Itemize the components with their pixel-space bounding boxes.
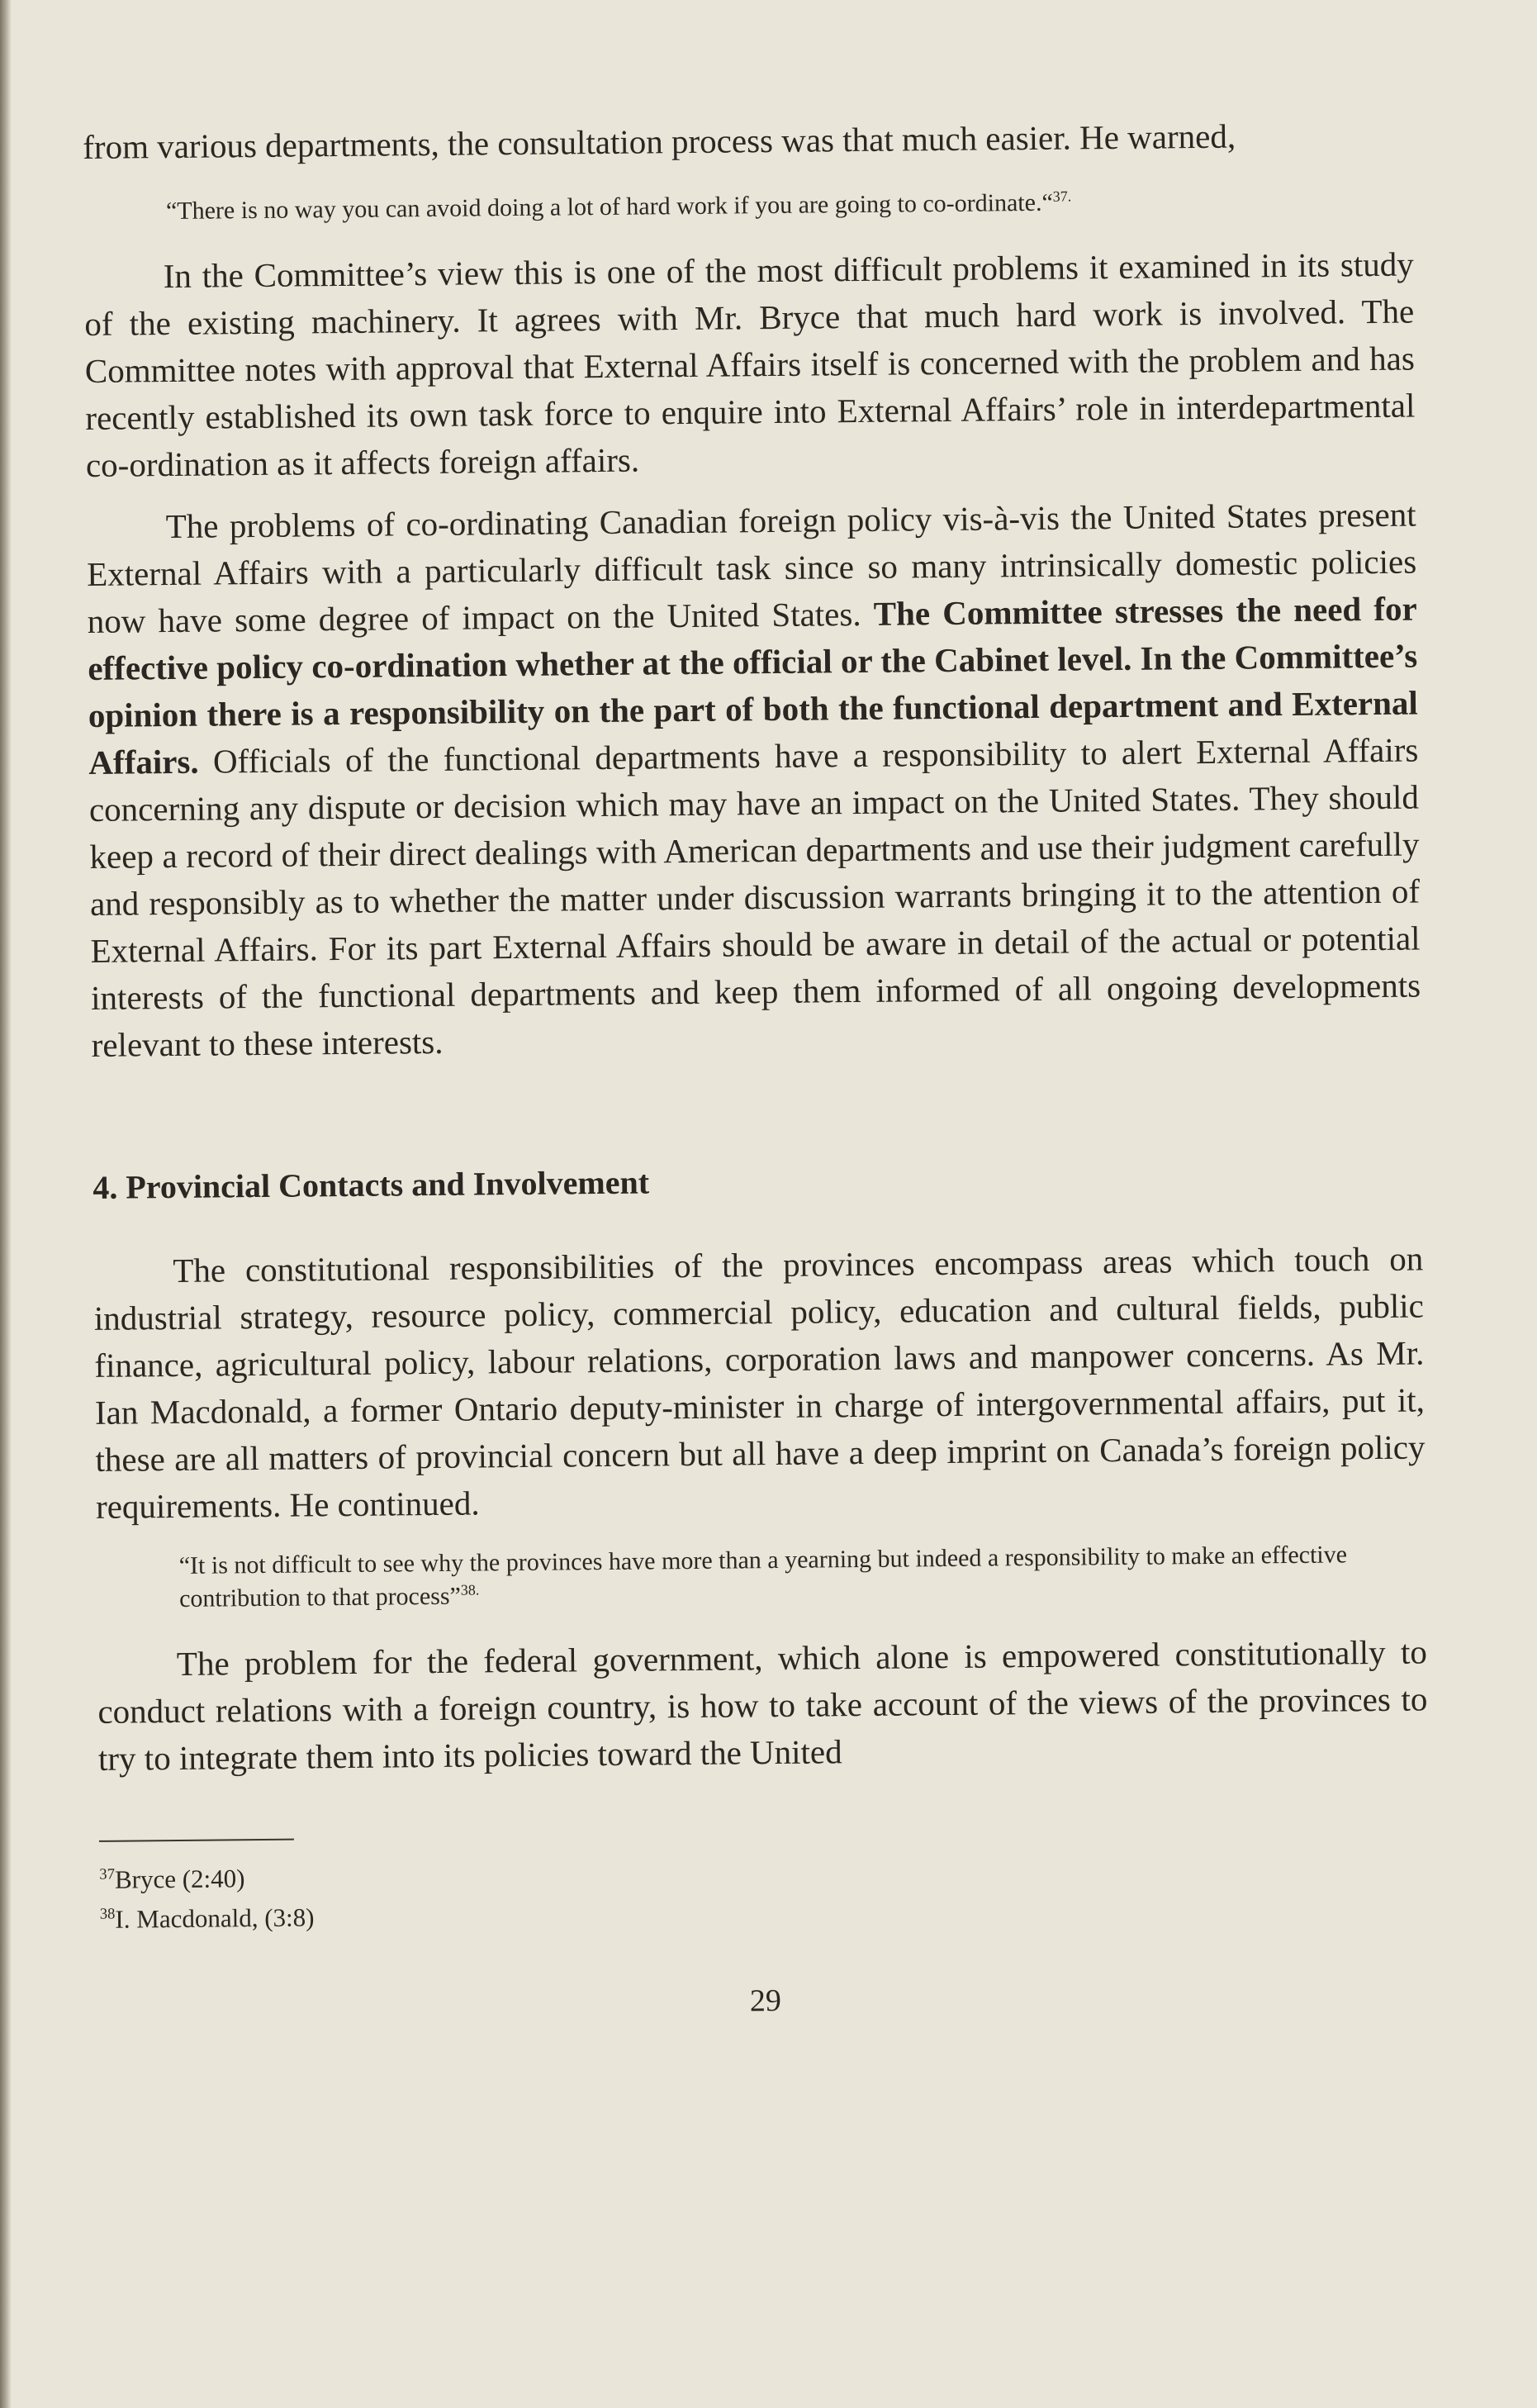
footnotes (99, 1847, 1430, 1939)
footnote-ref: 38. (460, 1581, 480, 1598)
footnote-rule (99, 1839, 294, 1842)
section-heading: 4. Provincial Contacts and Involvement (93, 1163, 650, 1206)
paragraph-federal-problem: The problem for the federal government, which alone is empowered constitutionally to conduct relations with a foreign country, is how to take account of the views of the provinces to try to integrate them into its policies toward the United (97, 1632, 1428, 1778)
paragraph-coordination (86, 492, 1421, 1069)
footnote-ref: 37. (1052, 188, 1072, 205)
paragraph-text-end: Officials of the functional departments have a responsibility to alert External Affairs concerning any dispute or decision which may have an impact on the United States. They should keep a record of their direct dealings with American departments and use their judgment carefully and responsibly as to whether the matter under discussion warrants bringing it to the attention of External Affairs. For its part External Affairs should be aware in detail of the actual or potential interests of the functional departments and keep them informed of all ongoing developments relevant to these interests. (88, 730, 1421, 1064)
book-spine-shadow (0, 0, 12, 2408)
footnote-number: 38 (99, 1905, 116, 1923)
quote-bryce (166, 183, 1347, 228)
paragraph-committee-view: In the Committee’s view this is one of the most difficult problems it examined in its study of the existing machinery. It agrees with Mr. Bryce that much hard work is involved. The Committee notes with approval that External Affairs itself is concerned with the problem and has recently established its own task force to enquire into External Affairs’ role in interdepartmental co-ordination as it affects foreign affairs. (84, 245, 1416, 484)
document-page (83, 112, 1430, 2026)
page-number: 29 (749, 1983, 782, 2019)
paragraph-provincial-responsibilities: The constitutional responsibilities of the provinces encompass areas which touch on industrial strategy, resource policy, commercial policy, education and cultural fields, public finance, agricultural policy, labour relations, corporation laws and manpower concerns. As Mr. Ian Macdonald, a former Ontario deputy-minister in charge of intergovernmental affairs, put it, these are all matters of provincial concern but all have a deep imprint on Canada’s foreign policy requirements. He continued. (93, 1239, 1426, 1526)
quote-macdonald (179, 1538, 1361, 1616)
bold-recommendation: The Committee stresses the need for effective policy co-ordination whether at the official or the Cabinet level. In the Committee’s opinion there is a responsibility on the part of both the functional department and External Affairs. (88, 589, 1419, 781)
quote-text: “It is not difficult to see why the provinces have more than a yearning but indeed a responsibility to make an effective contribution to that process” (178, 1541, 1348, 1612)
paragraph-continued: from various departments, the consultation process was that much easier. He warned, (83, 116, 1236, 166)
footnote-text: Bryce (2:40) (114, 1864, 245, 1894)
paragraph-text-start: The problems of co-ordinating Canadian foreign policy vis-à-vis the United States present External Affairs with a particularly difficult task since so many intrinsically domestic policies now have some degree of impact on the United States. (87, 495, 1417, 640)
quote-text: “There is no way you can avoid doing a lot of hard work if you are going to co-ordinate.“ (165, 188, 1053, 226)
footnote-text: I. Macdonald, (3:8) (115, 1902, 315, 1934)
footnote-number: 37 (99, 1865, 116, 1883)
